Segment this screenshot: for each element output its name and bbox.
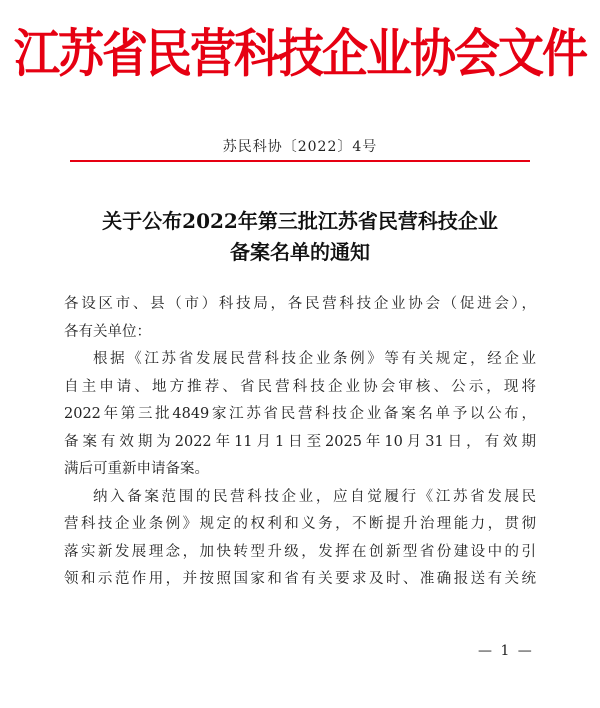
- paragraph-line: 2022年第三批4849家江苏省民营科技企业备案名单予以公布，: [64, 406, 536, 422]
- red-divider-line: [70, 160, 530, 162]
- paragraph-line: 营科技企业条例》规定的权利和义务，不断提升治理能力，贯彻: [64, 516, 536, 532]
- salutation: [64, 291, 536, 346]
- paragraph-line: 落实新发展理念，加快转型升级，发挥在创新型省份建设中的引: [64, 543, 536, 560]
- paragraph-1: [64, 346, 536, 484]
- notice-title: [60, 206, 540, 268]
- notice-title-line: 备案名单的通知: [230, 240, 370, 264]
- document-number: 苏民科协〔2022〕4号: [222, 139, 378, 155]
- notice-body: [64, 291, 536, 594]
- paragraph-2: [64, 484, 536, 594]
- salutation-line: 各有关单位：: [64, 323, 151, 340]
- paragraph-line: 根据《江苏省发展民营科技企业条例》等有关规定，经企业: [93, 351, 536, 367]
- paragraph-line: 纳入备案范围的民营科技企业，应自觉履行《江苏省发展民: [93, 488, 536, 505]
- notice-title-line: 关于公布2022年第三批江苏省民营科技企业: [102, 209, 498, 233]
- paragraph-line: 领和示范作用，并按照国家和省有关要求及时、准确报送有关统: [64, 571, 536, 587]
- paragraph-line: 自主申请、地方推荐、省民营科技企业协会审核、公示，现将: [64, 378, 536, 395]
- page-number: — 1 —: [478, 643, 534, 659]
- letterhead-title: 江苏省民营科技企业协会文件: [14, 23, 586, 84]
- salutation-line: 各设区市、县（市）科技局，各民营科技企业协会（促进会），: [64, 296, 536, 312]
- paragraph-line: 备案有效期为2022年11月1日至2025年10月31日，有效期: [64, 433, 536, 450]
- paragraph-line: 满后可重新申请备案。: [64, 461, 209, 477]
